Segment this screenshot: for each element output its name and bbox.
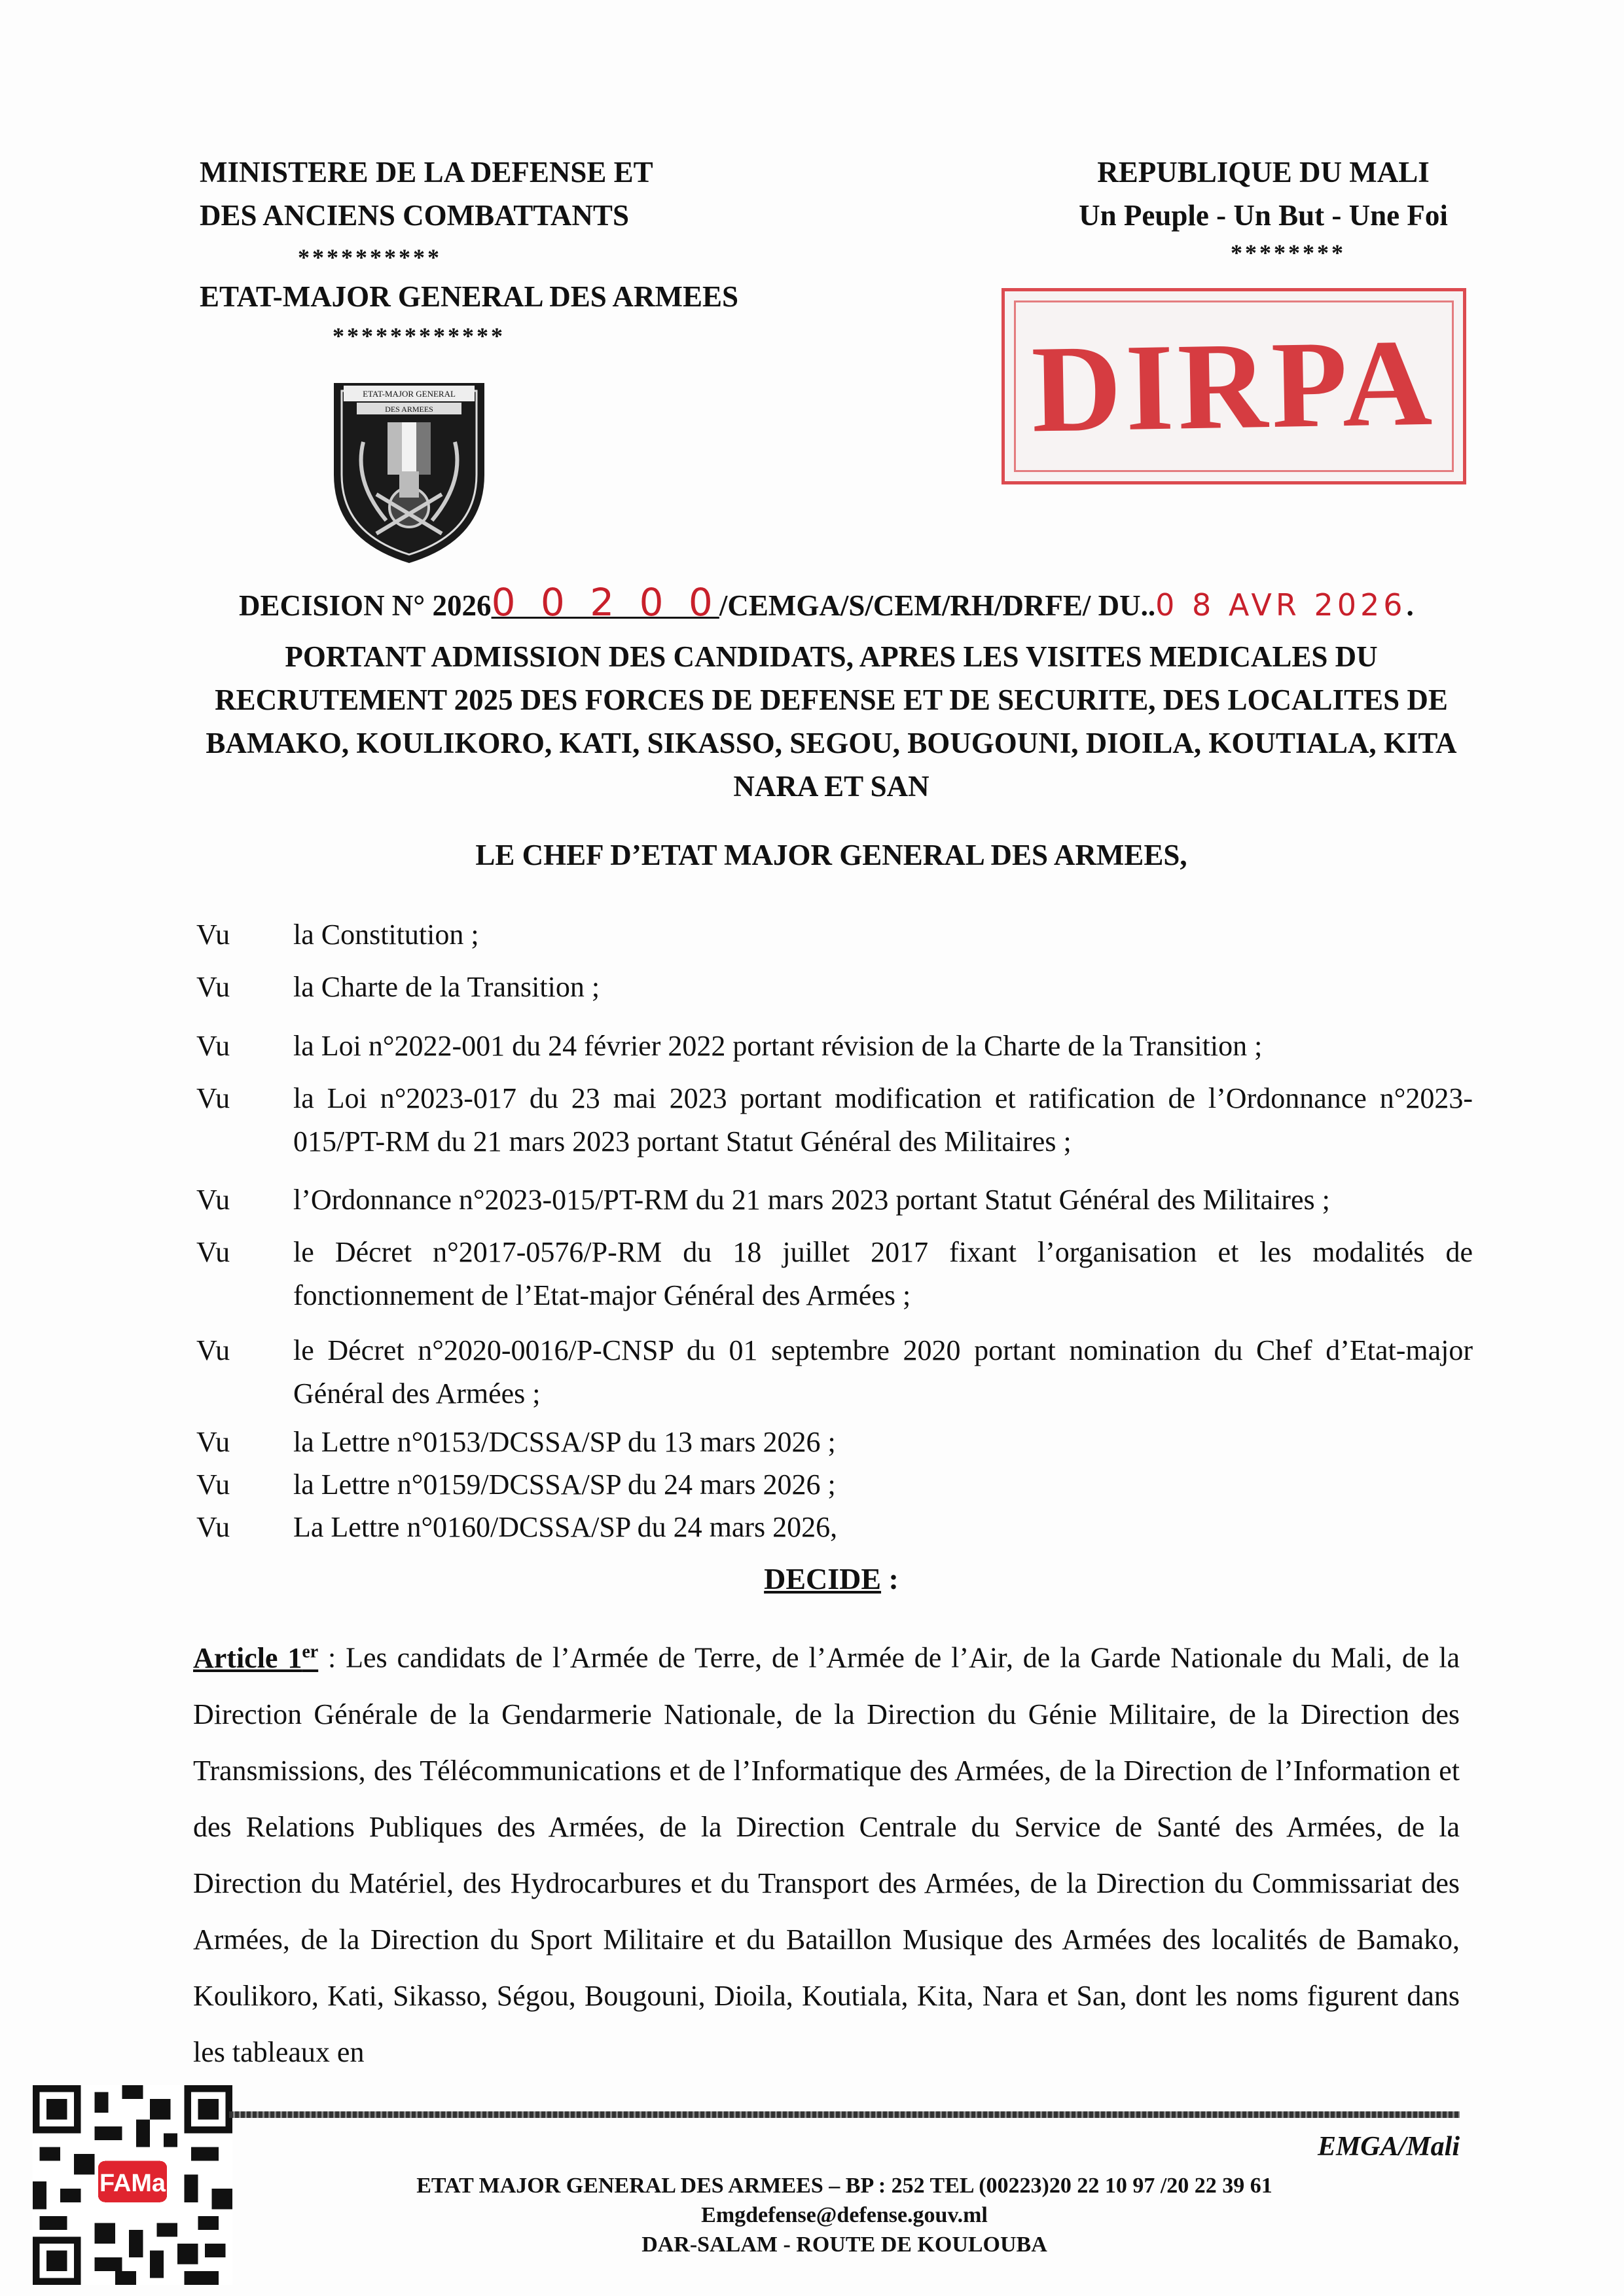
consideration-item <box>196 1231 1473 1317</box>
ministry-header <box>200 151 789 237</box>
national-motto: Un Peuple - Un But - Une Foi <box>1079 199 1448 232</box>
dirpa-stamp <box>1001 288 1466 484</box>
republic-title: REPUBLIQUE DU MALI <box>1097 156 1430 189</box>
consideration-key: Vu <box>196 1468 230 1501</box>
decision-prefix: DECISION N° 2026 <box>239 589 492 622</box>
article-text: Les candidats de l’Armée de Terre, de l’Armée de l’Air, de la Garde Nationale du Mali, de la Direction Générale de la Gendarmerie Nationale, de la Direction du Génie Militaire, de la Direction des Transmissions, des Télécommunications et de l’Informatique des Armées, de la Direction de l’Information et des Relations Publiques des Armées, de la Direction Centrale du Service de Santé des Armées, de la Direction du Matériel, des Hydrocarbures et du Transport des Armées, de la Direction du Commissariat des Armées, de la Direction du Sport Militaire et du Bataillon Musique des Armées des localités de Bamako, Koulikoro, Kati, Sikasso, Ségou, Bougouni, Dioila, Koutiala, Kita, Nara et San, dont les noms figurent dans les tableaux en <box>193 1641 1460 2068</box>
stamp-text: DIRPA <box>1030 314 1437 459</box>
ministry-line-1: MINISTERE DE LA DEFENSE ET <box>200 156 653 189</box>
consideration-text: le Décret n°2017-0576/P-RM du 18 juillet 2017 fixant l’organisation et les modalités de fonctionnement de l’Etat-major Général des Armées ; <box>293 1236 1473 1311</box>
decision-reference <box>239 576 1483 632</box>
footer-email: Emgdefense@defense.gouv.ml <box>701 2203 988 2227</box>
consideration-item <box>196 1506 1473 1549</box>
decision-date: 0 8 AVR 2026 <box>1155 587 1407 623</box>
article-colon: : <box>318 1641 346 1674</box>
consideration-key: Vu <box>196 1184 230 1216</box>
decision-number: 0 0 2 0 0 <box>491 580 719 625</box>
decision-suffix: . <box>1406 589 1414 622</box>
republic-header <box>1034 151 1492 237</box>
etat-major-title: ETAT-MAJOR GENERAL DES ARMEES <box>200 280 739 313</box>
ministry-line-2: DES ANCIENS COMBATTANTS <box>200 199 629 232</box>
emblem-text-top: ETAT-MAJOR GENERAL <box>363 389 456 399</box>
consideration-text: l’Ordonnance n°2023-015/PT-RM du 21 mars 2023 portant Statut Général des Militaires ; <box>293 1184 1330 1216</box>
footer-emga: EMGA/Mali <box>1317 2132 1460 2162</box>
consideration-item <box>196 1077 1473 1163</box>
consideration-item <box>196 1329 1473 1415</box>
qr-code-icon <box>33 2085 232 2285</box>
consideration-text: la Constitution ; <box>293 919 479 951</box>
consideration-text: La Lettre n°0160/DCSSA/SP du 24 mars 2026, <box>293 1511 838 1543</box>
army-emblem-icon <box>327 376 491 566</box>
consideration-key: Vu <box>196 1334 230 1366</box>
consideration-key: Vu <box>196 1030 230 1062</box>
qr-label: FAMa <box>99 2169 166 2197</box>
decide-heading <box>196 1561 1466 1596</box>
consideration-item <box>196 1421 1473 1464</box>
consideration-text: la Loi n°2022-001 du 24 février 2022 portant révision de la Charte de la Transition ; <box>293 1030 1263 1062</box>
consideration-item <box>196 1178 1473 1222</box>
separator-stars: ******** <box>1231 240 1346 266</box>
article-label-sup: er <box>302 1641 319 1662</box>
chief-title: LE CHEF D’ETAT MAJOR GENERAL DES ARMEES, <box>475 839 1187 871</box>
decide-colon: : <box>881 1562 899 1595</box>
consideration-text: le Décret n°2020-0016/P-CNSP du 01 septembre 2020 portant nomination du Chef d’Etat-major Général des Armées ; <box>293 1334 1473 1410</box>
consideration-key: Vu <box>196 1426 230 1458</box>
separator-stars: ********** <box>298 244 442 270</box>
consideration-item <box>196 966 1473 1009</box>
consideration-text: la Lettre n°0159/DCSSA/SP du 24 mars 2026 ; <box>293 1468 836 1501</box>
consideration-item <box>196 1463 1473 1506</box>
article-1 <box>193 1624 1460 2081</box>
decision-middle: /CEMGA/S/CEM/RH/DRFE/ DU.. <box>719 589 1156 622</box>
consideration-text: la Loi n°2023-017 du 23 mai 2023 portant modification et ratification de l’Ordonnance n°2023-015/PT-RM du 21 mars 2023 portant Statut Général des Militaires ; <box>293 1082 1473 1157</box>
stamp-inner-border <box>1014 301 1454 472</box>
consideration-key: Vu <box>196 1082 230 1114</box>
consideration-key: Vu <box>196 971 230 1003</box>
decide-word: DECIDE <box>764 1562 882 1595</box>
footer-divider <box>229 2111 1460 2118</box>
consideration-item <box>196 1025 1473 1068</box>
decision-purpose: PORTANT ADMISSION DES CANDIDATS, APRES LES VISITES MEDICALES DU RECRUTEMENT 2025 DES FORCES DE DEFENSE ET DE SECURITE, DES LOCALITES DE BAMAKO, KOULIKORO, KATI, SIKASSO, SEGOU, BOUGOUNI, DIOILA, KOUTIALA, KITA NARA ET SAN <box>206 640 1457 803</box>
consideration-item <box>196 913 1473 957</box>
separator-stars: ************ <box>333 323 505 349</box>
article-label <box>193 1642 318 1674</box>
footer-address-line-1: ETAT MAJOR GENERAL DES ARMEES – BP : 252 TEL (00223)20 22 10 97 /20 22 39 61 <box>416 2174 1272 2198</box>
footer-address-line-2: DAR-SALAM - ROUTE DE KOULOUBA <box>641 2232 1047 2257</box>
article-label-text: Article 1 <box>193 1641 302 1674</box>
consideration-text: la Lettre n°0153/DCSSA/SP du 13 mars 2026 ; <box>293 1426 836 1458</box>
consideration-key: Vu <box>196 919 230 951</box>
consideration-key: Vu <box>196 1236 230 1268</box>
consideration-key: Vu <box>196 1511 230 1543</box>
consideration-text: la Charte de la Transition ; <box>293 971 600 1003</box>
emblem-text-bottom: DES ARMEES <box>385 405 433 414</box>
